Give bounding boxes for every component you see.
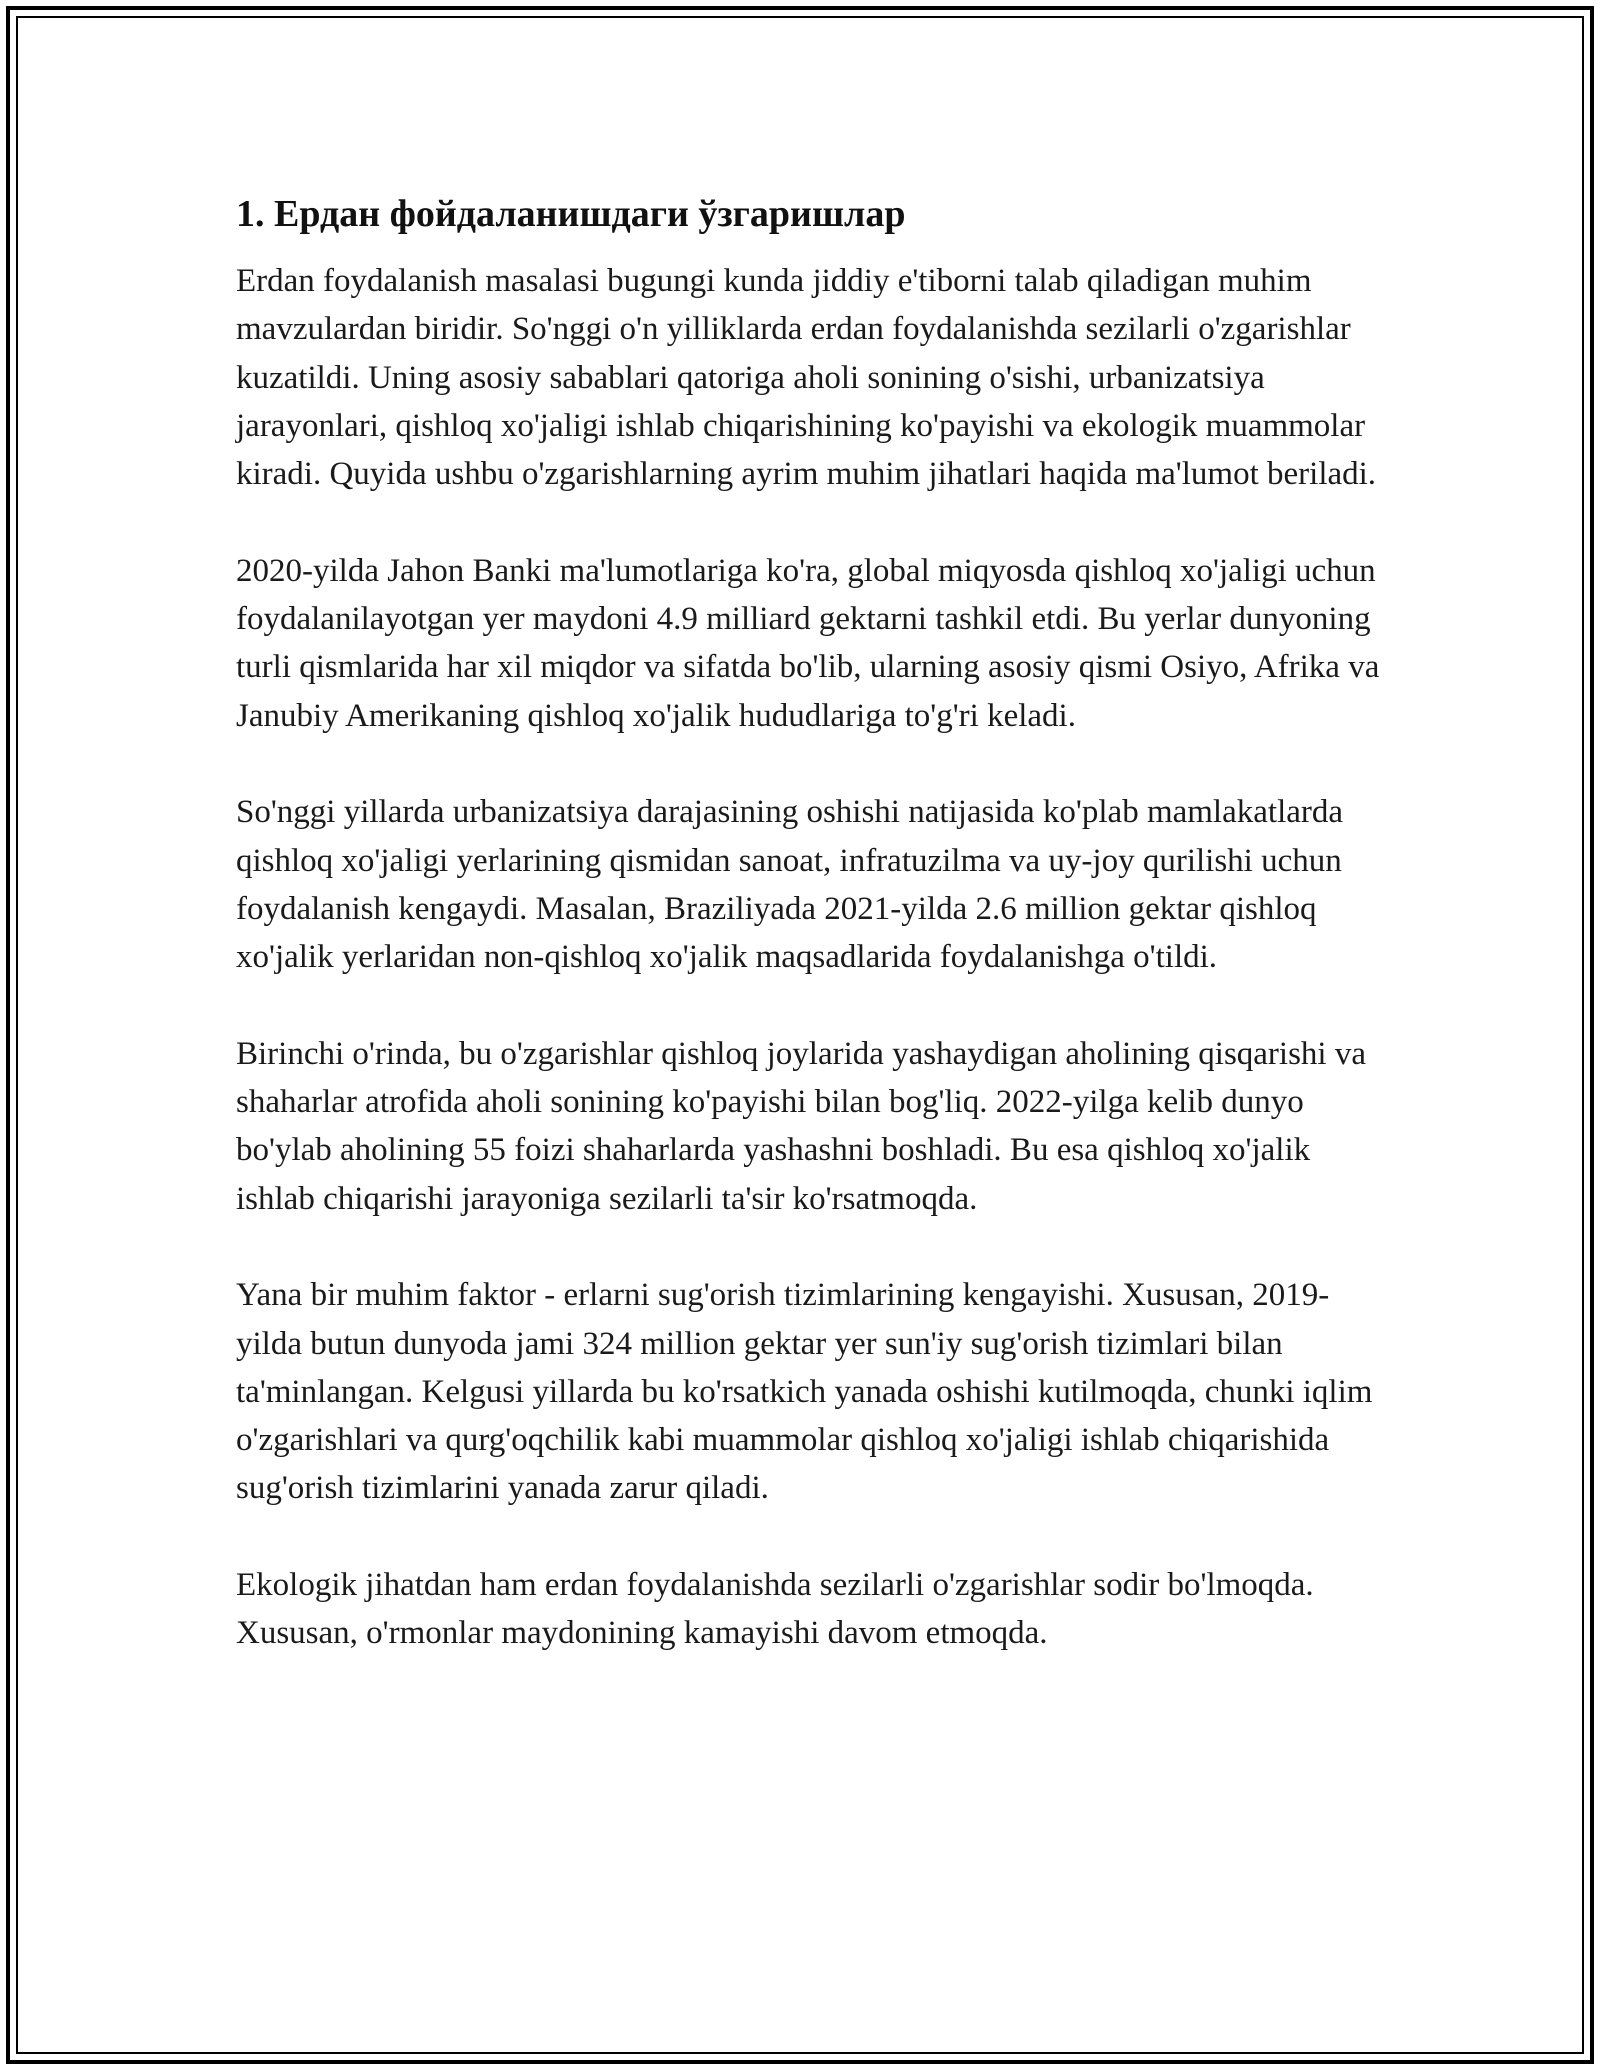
paragraph-ecology: Ekologik jihatdan ham erdan foydalanishda sezilarli o'zgarishlar sodir bo'lmoqda. Xususan, o'rmonlar maydonining kamayishi davom etmoqda. [236,1567,1314,1652]
section-heading: 1. Ердан фойдаланишдаги ўзгаришлар [236,193,906,235]
paragraph-intro: Erdan foydalanish masalasi bugungi kunda jiddiy e'tiborni talab qiladigan muhim mavzulardan biridir. So'nggi o'n yilliklarda erdan foydalanishda sezilarli o'zgarishlar kuzatildi. Uning asosiy sabablari qatoriga aholi sonining o'sishi, urbanizatsiya jarayonlari, qishloq xo'jaligi ishlab chiqarishining ko'payishi va ekologik muammolar kiradi. Quyida ushbu o'zgarishlarning ayrim muhim jihatlari haqida ma'lumot beriladi. [236,263,1377,493]
paragraph-world-bank: 2020-yilda Jahon Banki ma'lumotlariga ko'ra, global miqyosda qishloq xo'jaligi uchun foydalanilayotgan yer maydoni 4.9 milliard gektarni tashkil etdi. Bu yerlar dunyoning turli qismlarida har xil miqdor va sifatda bo'lib, ularning asosiy qismi Osiyo, Afrika va Janubiy Amerikaning qishloq xo'jalik hududlariga to'g'ri keladi. [236,552,1380,734]
document-body [236,188,1386,1706]
paragraph-population: Birinchi o'rinda, bu o'zgarishlar qishloq joylarida yashaydigan aholining qisqarishi va shaharlar atrofida aholi sonining ko'payishi bilan bog'liq. 2022-yilga kelib dunyo bo'ylab aholining 55 foizi shaharlarda yashashni boshladi. Bu esa qishloq xo'jalik ishlab chiqarishi jarayoniga sezilarli ta'sir ko'rsatmoqda. [236,1035,1366,1217]
paragraph-urbanization: So'nggi yillarda urbanizatsiya darajasining oshishi natijasida ko'plab mamlakatlarda qishloq xo'jaligi yerlarining qismidan sanoat, infratuzilma va uy-joy qurilishi uchun foydalanish kengaydi. Masalan, Braziliyada 2021-yilda 2.6 million gektar qishloq xo'jalik yerlaridan non-qishloq xo'jalik maqsadlarida foydalanishga o'tildi. [236,794,1344,976]
paragraph-irrigation: Yana bir muhim faktor - erlarni sug'orish tizimlarining kengayishi. Xususan, 2019-yilda butun dunyoda jami 324 million gektar yer sun'iy sug'orish tizimlari bilan ta'minlangan. Kelgusi yillarda bu ko'rsatkich yanada oshishi kutilmoqda, chunki iqlim o'zgarishlari va qurg'oqchilik kabi muammolar qishloq xo'jaligi ishlab chiqarishida sug'orish tizimlarini yanada zarur qiladi. [236,1277,1373,1507]
